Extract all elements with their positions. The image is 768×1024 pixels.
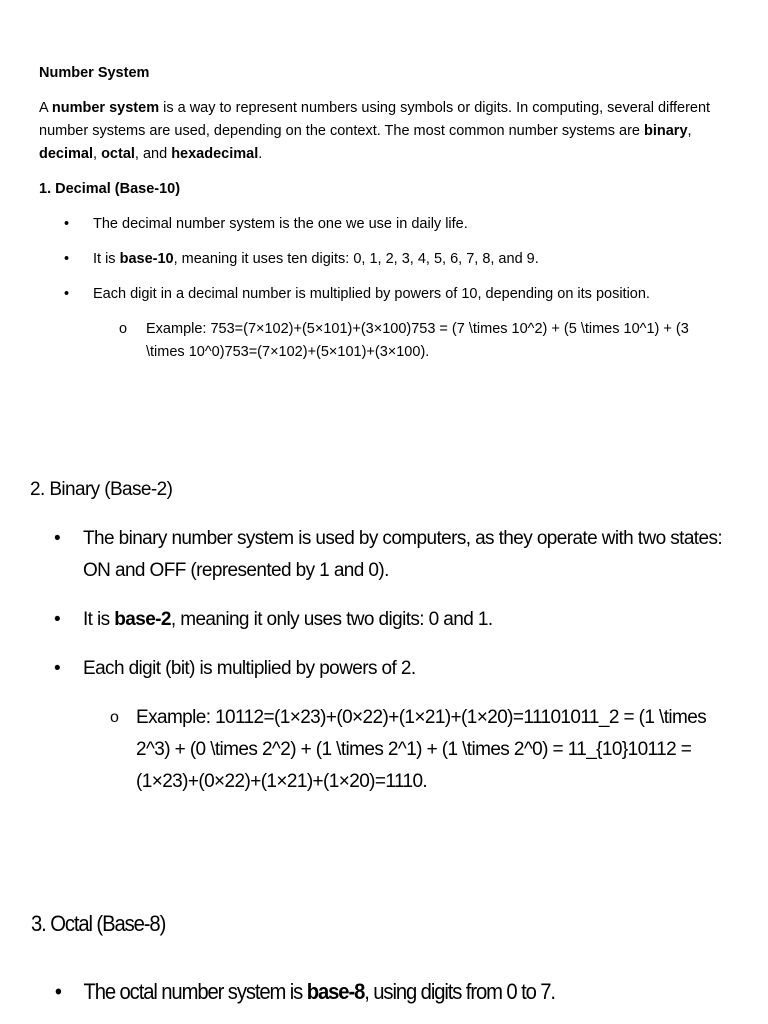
bullet-icon: • xyxy=(54,658,61,679)
document-title: Number System xyxy=(39,65,150,81)
heading-decimal: 1. Decimal (Base-10) xyxy=(39,181,181,197)
list-item-text: , meaning it only uses two digits: 0 and 1. xyxy=(170,609,493,630)
bullet-icon: • xyxy=(64,216,70,232)
list-item-bold: base-2 xyxy=(114,609,171,630)
example-text: Example: 753=(7×102)+(5×101)+(3×100)753 = (7 \times 10^2) + (5 \times 10^1) + (3 \times 10^0)753=(7×102)+(5×101)+(3×100). xyxy=(146,321,689,360)
intro-text: . xyxy=(258,146,263,162)
octal-bullet-list xyxy=(31,974,684,1010)
intro-text: , xyxy=(687,123,692,139)
bullet-icon: • xyxy=(64,251,70,267)
intro-bold-term: hexadecimal xyxy=(171,146,259,162)
list-item xyxy=(39,283,729,306)
list-item xyxy=(30,604,740,636)
list-item xyxy=(39,248,729,271)
list-item-text: The binary number system is used by computers, as they operate with two states: ON and OFF (represented by 1 and 0). xyxy=(83,528,723,581)
list-item-text: Each digit in a decimal number is multiplied by powers of 10, depending on its position. xyxy=(93,286,650,302)
list-item-text: , using digits from 0 to 7. xyxy=(364,979,555,1004)
intro-text: , xyxy=(93,146,102,162)
sub-bullet-icon: o xyxy=(110,709,119,726)
intro-bold-term: binary xyxy=(644,123,688,139)
bullet-icon: • xyxy=(54,528,61,549)
intro-text: is a way to represent numbers using symbols or digits. In computing, several different number systems are used, depending on the context. The most common number systems are xyxy=(39,100,711,139)
intro-text: A xyxy=(39,100,52,116)
list-item-text: , meaning it uses ten digits: 0, 1, 2, 3, 4, 5, 6, 7, 8, and 9. xyxy=(173,251,539,267)
section-number-system xyxy=(39,62,729,364)
sub-bullet-icon: o xyxy=(119,321,128,337)
intro-bold-term: octal xyxy=(101,146,135,162)
list-item xyxy=(30,523,740,587)
binary-example xyxy=(30,702,740,798)
intro-paragraph xyxy=(39,97,729,166)
decimal-bullet-list xyxy=(39,213,729,306)
list-item-text: It is xyxy=(93,251,120,267)
section-octal xyxy=(31,906,684,1010)
heading-octal: 3. Octal (Base-8) xyxy=(31,911,166,936)
bullet-icon: • xyxy=(64,286,70,302)
intro-bold-term: decimal xyxy=(39,146,93,162)
list-item-text: It is xyxy=(83,609,115,630)
section-binary xyxy=(30,474,740,798)
list-item xyxy=(30,653,740,685)
intro-bold-term: number system xyxy=(51,100,160,116)
example-text: Example: 10112=(1×23)+(0×22)+(1×21)+(1×20)=11101011_2 = (1 \times 2^3) + (0 \times 2^2) + (1 \times 2^1) + (1 \times 2^0) = 11_{10}10112 =(1×23)+(0×22)+(1×21)+(1×20)=1110. xyxy=(136,707,707,792)
list-item-bold: base-10 xyxy=(119,251,174,267)
list-item-text: The decimal number system is the one we use in daily life. xyxy=(93,216,468,232)
bullet-icon: • xyxy=(54,979,61,1004)
list-item xyxy=(39,213,729,236)
list-item xyxy=(31,974,684,1010)
intro-text: , and xyxy=(134,146,172,162)
decimal-example xyxy=(39,318,726,364)
heading-binary: 2. Binary (Base-2) xyxy=(30,479,173,500)
list-item-bold: base-8 xyxy=(306,979,365,1004)
binary-bullet-list xyxy=(30,523,740,685)
bullet-icon: • xyxy=(54,609,61,630)
list-item-text: The octal number system is xyxy=(83,979,307,1004)
list-item-text: Each digit (bit) is multiplied by powers of 2. xyxy=(83,658,416,679)
